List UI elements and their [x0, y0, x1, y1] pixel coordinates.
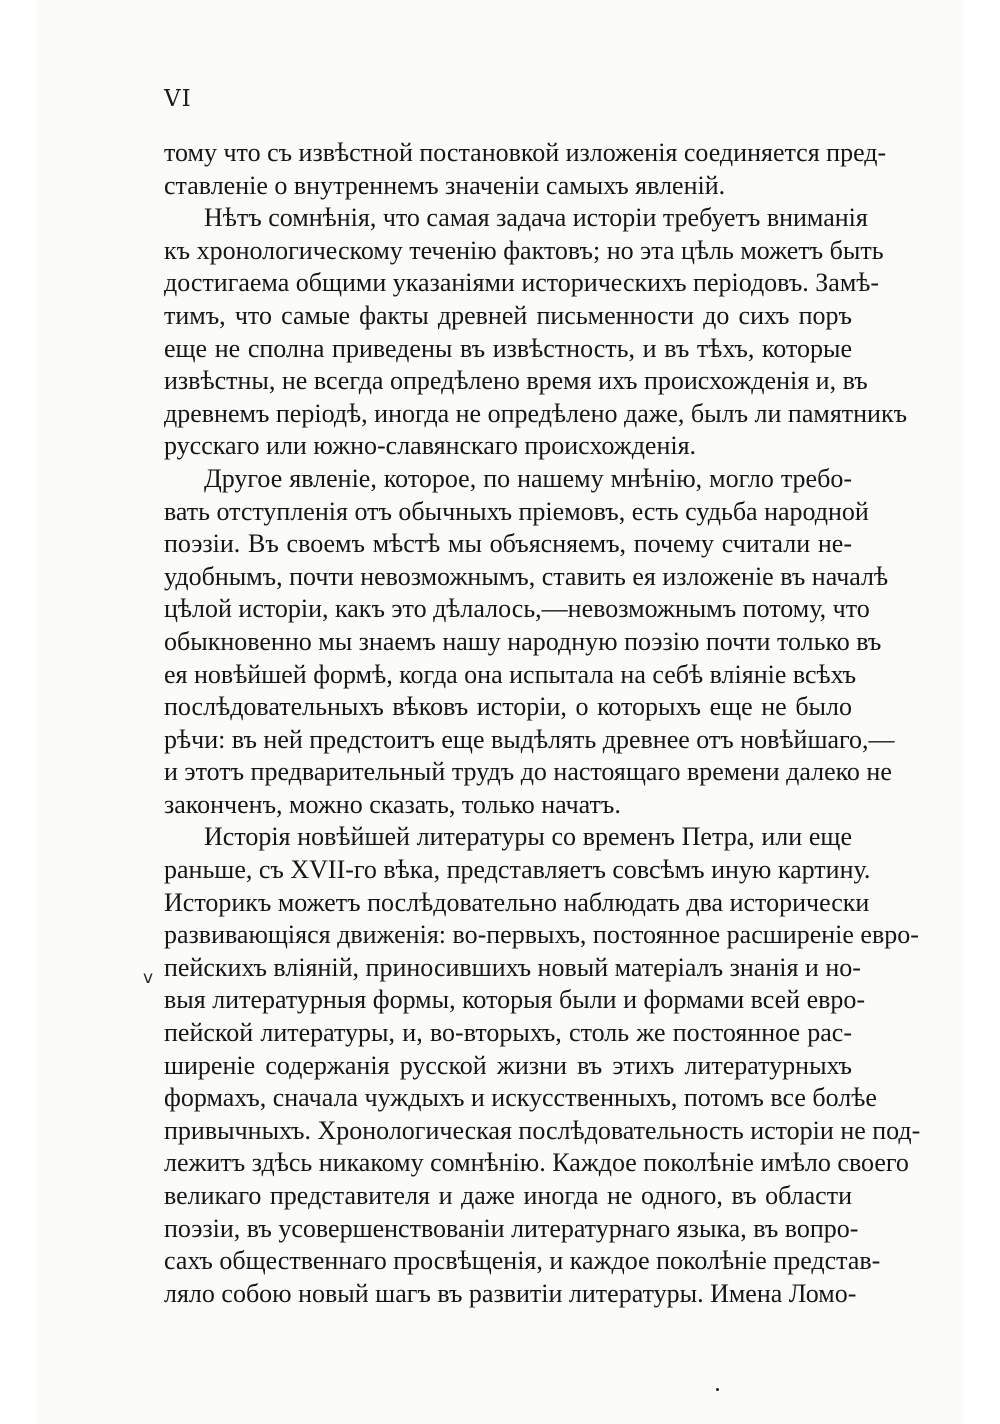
text-line: обыкновенно мы знаемъ нашу народную поэзію почти только въ	[164, 626, 882, 656]
text-line: пейскихъ вліяній, приносившихъ новый матеріалъ знанія и но-	[164, 952, 861, 982]
text-line: формахъ, сначала чуждыхъ и искусственныхъ, потомъ все болѣе	[164, 1083, 877, 1113]
text-line: древнемъ періодѣ, иногда не опредѣлено даже, былъ ли памятникъ	[164, 398, 908, 428]
text-line: послѣдовательныхъ вѣковъ исторіи, о которыхъ еще не было	[164, 692, 852, 722]
text-line: развивающіяся движенія: во-первыхъ, постоянное расширеніе евро-	[164, 920, 919, 950]
text-line: удобнымъ, почти невозможнымъ, ставить ея изложеніе въ началѣ	[164, 561, 889, 591]
text-line: ея новѣйшей формѣ, когда она испытала на себѣ вліяніе всѣхъ	[164, 659, 857, 689]
text-line: извѣстны, не всегда опредѣлено время ихъ происхожденія и, въ	[164, 366, 868, 396]
text-line: къ хронологическому теченію фактовъ; но эта цѣль можетъ быть	[164, 235, 884, 265]
text-line: сахъ общественнаго просвѣщенія, и каждое поколѣніе представ-	[164, 1246, 881, 1276]
text-line: пейской литературы, и, во-вторыхъ, столь же постоянное рас-	[164, 1018, 852, 1048]
text-line: раньше, съ XVII-го вѣка, представляетъ совсѣмъ иную картину.	[164, 855, 871, 885]
text-line: тому что съ извѣстной постановкой изложенія соединяется пред-	[164, 138, 887, 167]
margin-mark: v	[143, 968, 154, 988]
body-text	[164, 137, 921, 1310]
text-line: ширеніе содержанія русской жизни въ этихъ литературныхъ	[164, 1050, 852, 1080]
text-line: Нѣтъ сомнѣнія, что самая задача исторіи требуетъ вниманія	[204, 203, 868, 233]
text-line: ляло собою новый шагъ въ развитіи литературы. Имена Ломо-	[164, 1278, 857, 1308]
text-line: вать отступленія отъ обычныхъ пріемовъ, есть судьба народной	[164, 496, 869, 526]
text-line: достигаема общими указаніями историческихъ періодовъ. Замѣ-	[164, 268, 880, 298]
text-line: выя литературныя формы, которыя были и формами всей евро-	[164, 985, 866, 1015]
text-line: русскаго или южно-славянскаго происхожденія.	[164, 431, 697, 461]
text-line: поэзіи, въ усовершенствованіи литературнаго языка, въ вопро-	[164, 1213, 859, 1243]
text-line: тимъ, что самые факты древней письменности до сихъ поръ	[164, 300, 852, 330]
text-line: цѣлой исторіи, какъ это дѣлалось,—невозможнымъ потому, что	[164, 594, 870, 624]
text-line: законченъ, можно сказать, только начатъ.	[164, 789, 621, 819]
text-line: Исторія новѣйшей литературы со временъ Петра, или еще	[204, 822, 852, 852]
text-line: привычныхъ. Хронологическая послѣдовательность исторіи не под-	[164, 1115, 921, 1145]
text-line: лежитъ здѣсь никакому сомнѣнію. Каждое поколѣніе имѣло своего	[164, 1148, 909, 1178]
ink-speck	[716, 1388, 719, 1391]
text-line: еще не сполна приведены въ извѣстность, и въ тѣхъ, которые	[164, 333, 852, 363]
text-line: ставленіе о внутреннемъ значеніи самыхъ явленій.	[164, 170, 726, 200]
page-number: VI	[164, 86, 192, 112]
text-line: Историкъ можетъ послѣдовательно наблюдать два исторически	[164, 887, 870, 917]
text-line: поэзіи. Въ своемъ мѣстѣ мы объясняемъ, почему считали не-	[164, 529, 852, 559]
text-line: и этотъ предварительный трудъ до настоящаго времени далеко не	[164, 757, 892, 787]
text-line: рѣчи: въ ней предстоитъ еще выдѣлять древнее отъ новѣйшаго,—	[164, 724, 895, 754]
text-line: Другое явленіе, которое, по нашему мнѣнію, могло требо-	[204, 463, 852, 493]
text-line: великаго представителя и даже иногда не одного, въ области	[164, 1181, 852, 1210]
